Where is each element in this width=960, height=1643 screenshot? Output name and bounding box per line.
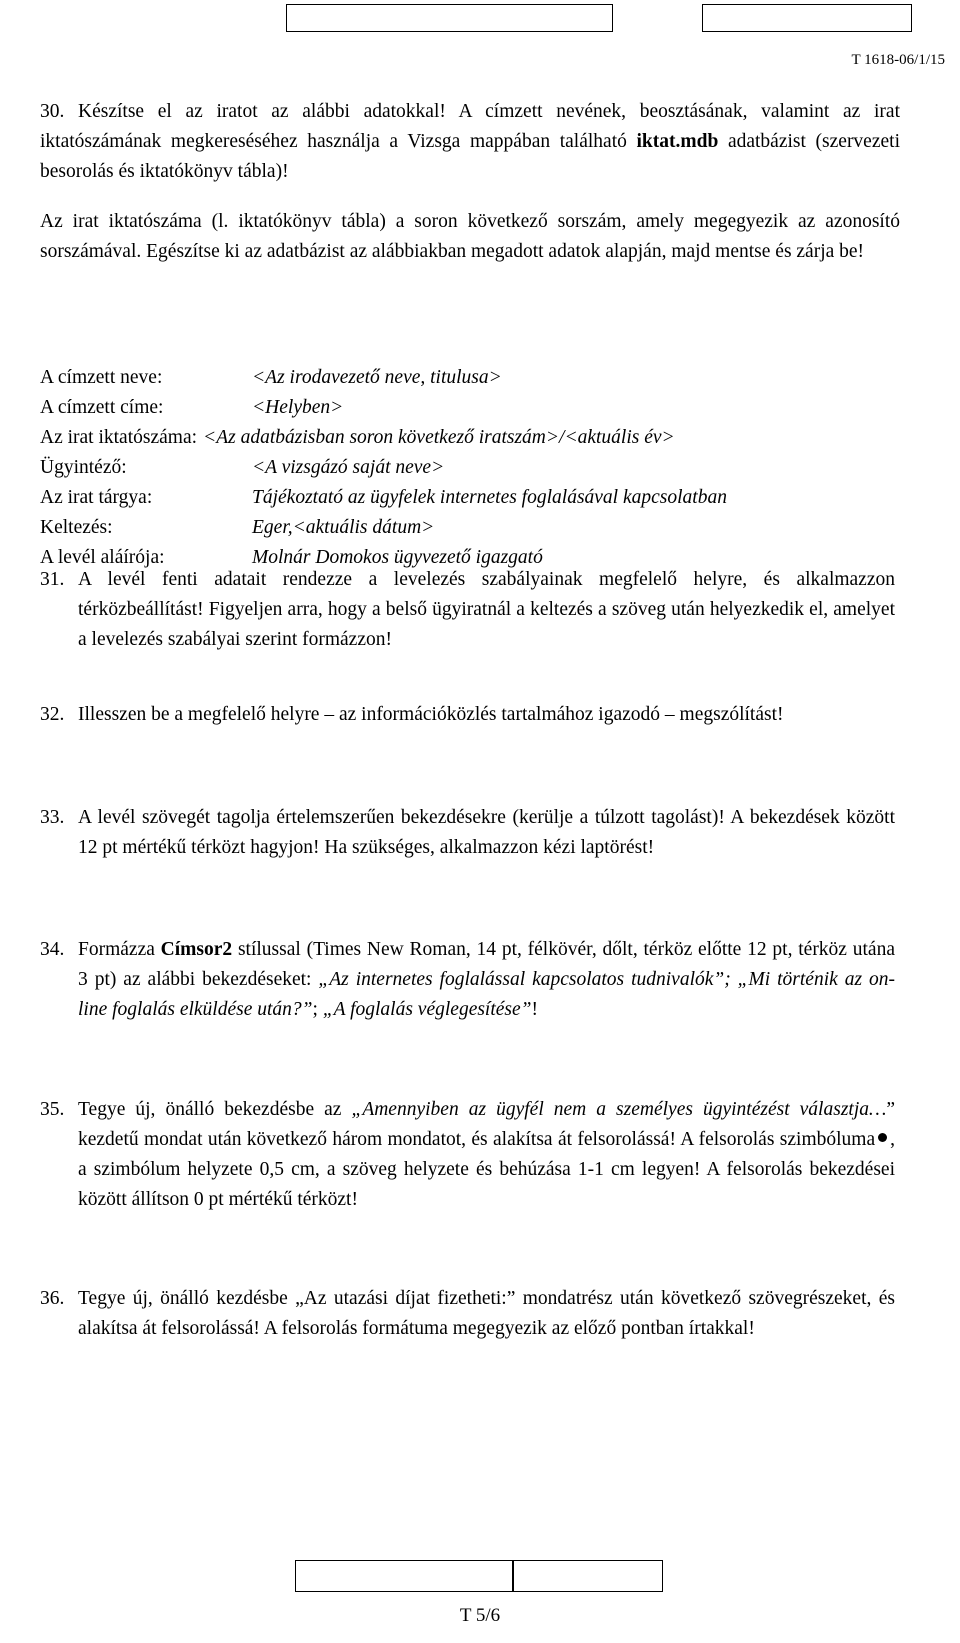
bold-text: iktat.mdb [636, 131, 719, 152]
task-34 [40, 935, 895, 1025]
field-label: Keltezés: [40, 517, 113, 538]
field-row [40, 423, 727, 453]
text-run: , a szimbólum helyzete 0,5 cm, a szöveg helyzete és behúzása 1-1 cm legyen! A felsorolás bekezdései között állítson 0 pt mértékű térközt! [78, 1129, 895, 1210]
field-value: <Helyben> [252, 397, 344, 418]
italic-text: „Az internetes foglalással kapcsolatos tudnivalók”; „Mi történik az on-line foglalás elküldése után?” [78, 969, 895, 1020]
field-label: Az irat iktatószáma: [40, 427, 198, 448]
task-34-text [78, 935, 895, 1025]
bold-text: Címsor2 [160, 939, 233, 960]
task-30-paragraph-1 [40, 97, 900, 187]
task-number: 34. [40, 939, 65, 960]
task-30 [40, 97, 900, 267]
text-run: Formázza [78, 939, 161, 960]
task-36-text [78, 1284, 895, 1344]
field-row [40, 363, 727, 393]
letter-data-fields [40, 363, 727, 573]
footer-box-left [295, 1560, 513, 1592]
field-label: A levél aláírója: [40, 547, 165, 568]
field-row [40, 453, 727, 483]
field-value: <A vizsgázó saját neve> [252, 457, 445, 478]
task-32 [40, 700, 895, 730]
task-30-paragraph-2: Az irat iktatószáma (l. iktatókönyv tábla) a soron következő sorszám, amely megegyezik az azonosító sorszámával. Egészítse ki az adatbázist az alábbiakban megadott adatok alapján, majd mentse és zárja be! [40, 211, 900, 262]
field-value: Molnár Domokos ügyvezető igazgató [252, 547, 543, 568]
field-value: <Az irodavezető neve, titulusa> [252, 367, 502, 388]
field-value: Eger,<aktuális dátum> [252, 517, 435, 538]
task-number: 36. [40, 1288, 65, 1309]
field-value: Tájékoztató az ügyfelek internetes foglalásával kapcsolatban [252, 487, 727, 508]
italic-text: „Amennyiben az ügyfél nem a személyes ügyintézést választja… [351, 1099, 887, 1120]
footer-box-right [513, 1560, 663, 1592]
task-31-text [78, 565, 895, 655]
task-32-text [78, 700, 895, 730]
header-box-right [702, 4, 912, 32]
text-run: ! [531, 999, 539, 1020]
document-code: T 1618-06/1/15 [851, 52, 945, 68]
field-row [40, 513, 727, 543]
task-number: 33. [40, 807, 65, 828]
italic-text: „A foglalás véglegesítése” [322, 999, 532, 1020]
text-run: Tegye új, önálló kezdésbe „Az utazási díjat fizetheti:” mondatrész után következő szövegrészeket, és alakítsa át felsorolássá! A felsorolás formátuma megegyezik az előző pontban írtakkal! [78, 1288, 895, 1339]
text-run: adatbázist (szervezeti besorolás és iktatókönyv tábla)! [40, 131, 900, 182]
text-run: Illesszen be a megfelelő helyre – az információközlés tartalmához igazodó – megszólítást! [78, 704, 784, 725]
field-row [40, 393, 727, 423]
task-number: 30. [40, 101, 65, 122]
field-label: Ügyintéző: [40, 457, 127, 478]
text-run: A levél fenti adatait rendezze a levelezés szabályainak megfelelő helyre, és alkalmazzon térközbeállítást! Figyeljen arra, hogy a belső ügyiratnál a keltezés a szöveg után helyezkedik el, amelyet a levelezés szabályai szerint formázzon! [78, 569, 895, 650]
bullet-symbol-icon [878, 1133, 887, 1142]
task-33 [40, 803, 895, 863]
task-33-text [78, 803, 895, 863]
field-label: Az irat tárgya: [40, 487, 153, 508]
task-number: 32. [40, 704, 65, 725]
task-31 [40, 565, 895, 655]
text-run: Készítse el az iratot az alábbi adatokkal! A címzett nevének, beosztásának, valamint az irat iktatószámának megkereséséhez használja a Vizsga mappában található [40, 101, 900, 152]
text-run: A levél szövegét tagolja értelemszerűen bekezdésekre (kerülje a túlzott tagolást)! A bekezdések között 12 pt mértékű térközt hagyjon! Ha szükséges, alkalmazzon kézi laptörést! [78, 807, 895, 858]
text-run: stílussal (Times New Roman, 14 pt, félkövér, dőlt, térköz előtte 12 pt, térköz utána 3 pt) az alábbi bekezdéseket: [78, 939, 895, 990]
text-run: Tegye új, önálló bekezdésbe az [78, 1099, 352, 1120]
field-row [40, 483, 727, 513]
header-box-left [286, 4, 613, 32]
field-label: A címzett neve: [40, 367, 163, 388]
task-35 [40, 1095, 895, 1215]
task-35-text [78, 1095, 895, 1215]
task-36 [40, 1284, 895, 1344]
text-run: ” kezdetű mondat után következő három mondatot, és alakítsa át felsorolássá! A felsorolás szimbóluma [78, 1099, 895, 1150]
task-number: 35. [40, 1099, 65, 1120]
text-run: ; [312, 999, 323, 1020]
field-value: <Az adatbázisban soron következő iratszám>/<aktuális év> [203, 427, 675, 448]
task-number: 31. [40, 569, 65, 590]
page-number: T 5/6 [459, 1605, 501, 1626]
field-label: A címzett címe: [40, 397, 164, 418]
